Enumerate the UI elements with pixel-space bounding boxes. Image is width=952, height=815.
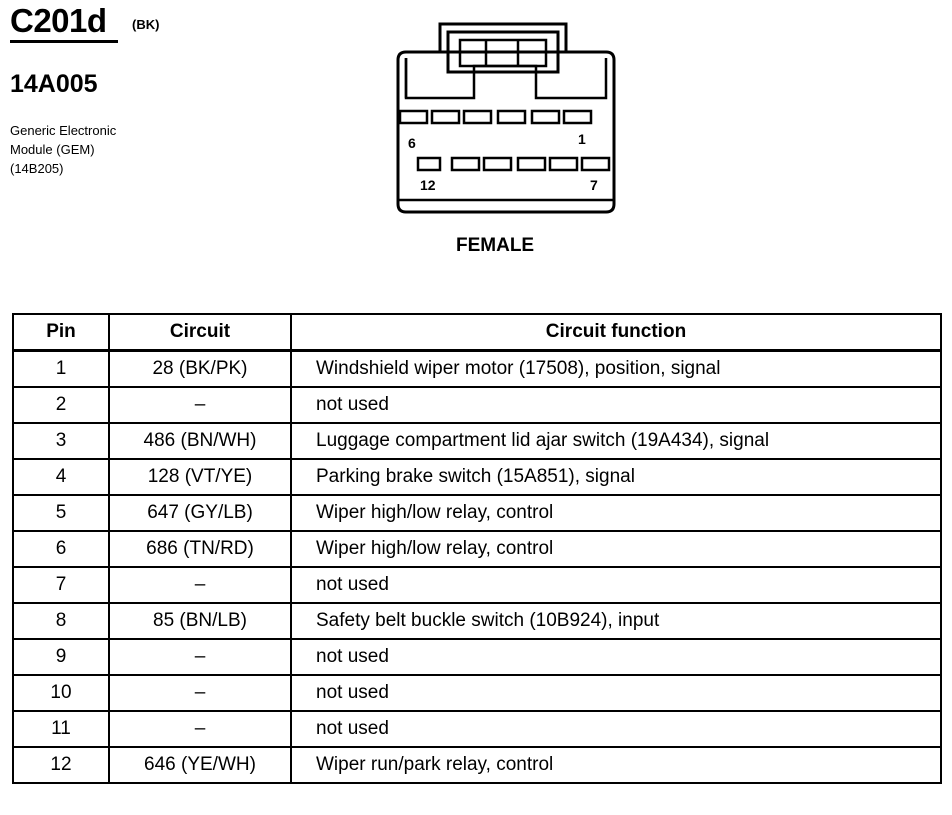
circuit-cell: 647 (GY/LB) [109, 495, 291, 531]
circuit-cell: – [109, 711, 291, 747]
function-cell: not used [291, 675, 941, 711]
pin-cell: 4 [13, 459, 109, 495]
circuit-cell: – [109, 675, 291, 711]
part-number: 14A005 [10, 70, 98, 98]
function-cell: Luggage compartment lid ajar switch (19A434), signal [291, 423, 941, 459]
pin-label-6: 6 [408, 135, 416, 151]
circuit-cell: – [109, 567, 291, 603]
function-cell: Safety belt buckle switch (10B924), input [291, 603, 941, 639]
table-row [13, 639, 941, 675]
pin-label-7: 7 [590, 177, 598, 193]
pin-cell: 2 [13, 387, 109, 423]
circuit-cell: 85 (BN/LB) [109, 603, 291, 639]
pin-cell: 11 [13, 711, 109, 747]
pin-cell: 5 [13, 495, 109, 531]
pin-cell: 8 [13, 603, 109, 639]
pin-cell: 3 [13, 423, 109, 459]
table-row [13, 531, 941, 567]
connector-gender: FEMALE [456, 235, 535, 256]
connector-id: C201d [10, 2, 107, 39]
function-cell: Wiper run/park relay, control [291, 747, 941, 783]
pin-cavity-row-bottom [418, 158, 609, 170]
function-cell: Windshield wiper motor (17508), position, signal [291, 351, 941, 388]
module-desc-line-1: Generic Electronic [10, 123, 117, 138]
header-function: Circuit function [291, 314, 941, 351]
pin-cell: 7 [13, 567, 109, 603]
connector-face-diagram [390, 18, 622, 218]
connector-id-underline [10, 40, 118, 43]
pin-cell: 1 [13, 351, 109, 388]
header-pin: Pin [13, 314, 109, 351]
table-row [13, 387, 941, 423]
table-row [13, 459, 941, 495]
function-cell: not used [291, 387, 941, 423]
module-description [10, 121, 116, 178]
circuit-cell: – [109, 639, 291, 675]
circuit-cell: 486 (BN/WH) [109, 423, 291, 459]
function-cell: not used [291, 711, 941, 747]
function-cell: not used [291, 639, 941, 675]
table-row [13, 747, 941, 783]
pin-cell: 9 [13, 639, 109, 675]
table-row [13, 567, 941, 603]
table-row [13, 495, 941, 531]
pin-label-12: 12 [420, 177, 436, 193]
function-cell: Parking brake switch (15A851), signal [291, 459, 941, 495]
module-desc-line-2: Module (GEM) [10, 142, 95, 157]
module-desc-line-3: (14B205) [10, 161, 64, 176]
function-cell: not used [291, 567, 941, 603]
circuit-cell: 28 (BK/PK) [109, 351, 291, 388]
pinout-table [12, 313, 942, 784]
connector-color: (BK) [132, 17, 160, 32]
pin-cell: 12 [13, 747, 109, 783]
pin-cell: 10 [13, 675, 109, 711]
pin-label-1: 1 [578, 131, 586, 147]
table-row [13, 675, 941, 711]
table-body [13, 351, 941, 784]
circuit-cell: – [109, 387, 291, 423]
circuit-cell: 646 (YE/WH) [109, 747, 291, 783]
table-row [13, 603, 941, 639]
table-header-row [13, 314, 941, 351]
circuit-cell: 686 (TN/RD) [109, 531, 291, 567]
table-row [13, 351, 941, 388]
header-circuit: Circuit [109, 314, 291, 351]
connector-keyway [406, 58, 606, 98]
pin-cell: 6 [13, 531, 109, 567]
table-row [13, 711, 941, 747]
circuit-cell: 128 (VT/YE) [109, 459, 291, 495]
table-row [13, 423, 941, 459]
pin-cavity-row-top [400, 111, 591, 123]
function-cell: Wiper high/low relay, control [291, 531, 941, 567]
function-cell: Wiper high/low relay, control [291, 495, 941, 531]
